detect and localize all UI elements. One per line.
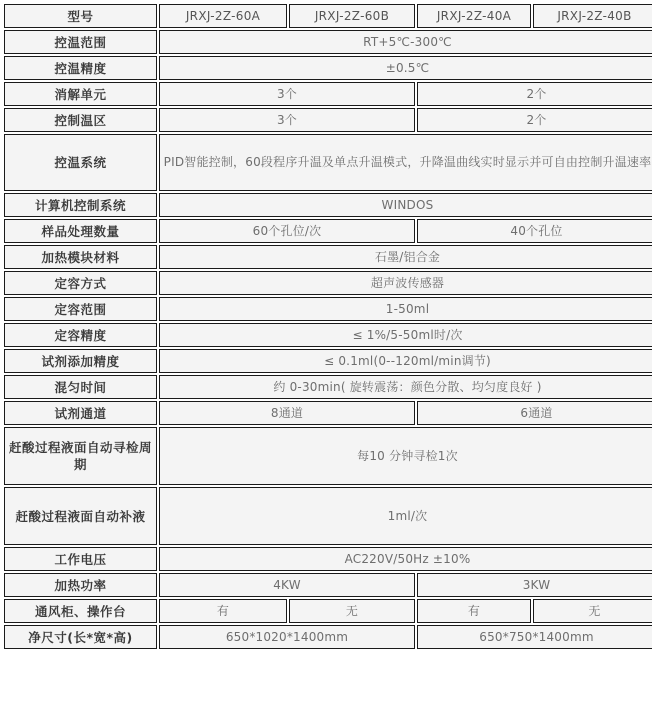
table-row xyxy=(4,487,652,545)
table-row xyxy=(4,401,652,425)
row-label: 消解单元 xyxy=(4,82,157,106)
row-label: 控温精度 xyxy=(4,56,157,80)
row-value: 3KW xyxy=(417,573,652,597)
row-value: WINDOS xyxy=(159,193,652,217)
table-row xyxy=(4,375,652,399)
table-row xyxy=(4,219,652,243)
row-value: JRXJ-2Z-40A xyxy=(417,4,531,28)
table-row xyxy=(4,134,652,191)
row-value: ±0.5℃ xyxy=(159,56,652,80)
row-value: 60个孔位/次 xyxy=(159,219,415,243)
row-value: 40个孔位 xyxy=(417,219,652,243)
row-label: 控温范围 xyxy=(4,30,157,54)
row-value: 2个 xyxy=(417,108,652,132)
row-value: PID智能控制，60段程序升温及单点升温模式，升降温曲线实时显示并可自由控制升温速率 xyxy=(159,134,652,191)
row-label: 加热模块材料 xyxy=(4,245,157,269)
row-value: 无 xyxy=(289,599,415,623)
specification-table xyxy=(2,2,652,651)
row-value: 8通道 xyxy=(159,401,415,425)
row-label: 净尺寸(长*宽*高) xyxy=(4,625,157,649)
row-label: 混匀时间 xyxy=(4,375,157,399)
row-value: 石墨/铝合金 xyxy=(159,245,652,269)
table-row xyxy=(4,193,652,217)
row-label: 控温系统 xyxy=(4,134,157,191)
row-label: 试剂通道 xyxy=(4,401,157,425)
table-row xyxy=(4,108,652,132)
row-value: 超声波传感器 xyxy=(159,271,652,295)
table-row xyxy=(4,573,652,597)
table-row xyxy=(4,427,652,485)
row-value: JRXJ-2Z-60A xyxy=(159,4,287,28)
row-value: 3个 xyxy=(159,82,415,106)
table-row xyxy=(4,349,652,373)
table-row xyxy=(4,599,652,623)
row-value: ≤ 0.1ml(0--120ml/min调节) xyxy=(159,349,652,373)
row-value: 约 0-30min( 旋转震荡：颜色分散、均匀度良好 ) xyxy=(159,375,652,399)
row-value: 650*750*1400mm xyxy=(417,625,652,649)
row-value: ≤ 1%/5-50ml时/次 xyxy=(159,323,652,347)
row-label: 加热功率 xyxy=(4,573,157,597)
row-label: 型号 xyxy=(4,4,157,28)
row-value: 无 xyxy=(533,599,652,623)
row-value: 4KW xyxy=(159,573,415,597)
row-value: 650*1020*1400mm xyxy=(159,625,415,649)
row-label: 样品处理数量 xyxy=(4,219,157,243)
row-label: 通风柜、操作台 xyxy=(4,599,157,623)
row-value: 1-50ml xyxy=(159,297,652,321)
row-label: 定容范围 xyxy=(4,297,157,321)
table-row xyxy=(4,625,652,649)
table-row xyxy=(4,30,652,54)
row-value: 每10 分钟寻检1次 xyxy=(159,427,652,485)
table-row xyxy=(4,323,652,347)
row-value: JRXJ-2Z-60B xyxy=(289,4,415,28)
row-label: 赶酸过程液面自动寻检周期 xyxy=(4,427,157,485)
row-label: 控制温区 xyxy=(4,108,157,132)
row-label: 计算机控制系统 xyxy=(4,193,157,217)
row-label: 定容精度 xyxy=(4,323,157,347)
row-value: 有 xyxy=(159,599,287,623)
table-row xyxy=(4,4,652,28)
table-row xyxy=(4,82,652,106)
row-value: 6通道 xyxy=(417,401,652,425)
table-row xyxy=(4,271,652,295)
table-row xyxy=(4,56,652,80)
row-value: 2个 xyxy=(417,82,652,106)
row-label: 赶酸过程液面自动补液 xyxy=(4,487,157,545)
row-value: AC220V/50Hz ±10% xyxy=(159,547,652,571)
row-label: 试剂添加精度 xyxy=(4,349,157,373)
row-label: 定容方式 xyxy=(4,271,157,295)
row-value: JRXJ-2Z-40B xyxy=(533,4,652,28)
table-row xyxy=(4,245,652,269)
table-row xyxy=(4,547,652,571)
row-label: 工作电压 xyxy=(4,547,157,571)
row-value: 1ml/次 xyxy=(159,487,652,545)
specification-table-body xyxy=(4,4,652,649)
row-value: 3个 xyxy=(159,108,415,132)
row-value: RT+5℃-300℃ xyxy=(159,30,652,54)
row-value: 有 xyxy=(417,599,531,623)
table-row xyxy=(4,297,652,321)
